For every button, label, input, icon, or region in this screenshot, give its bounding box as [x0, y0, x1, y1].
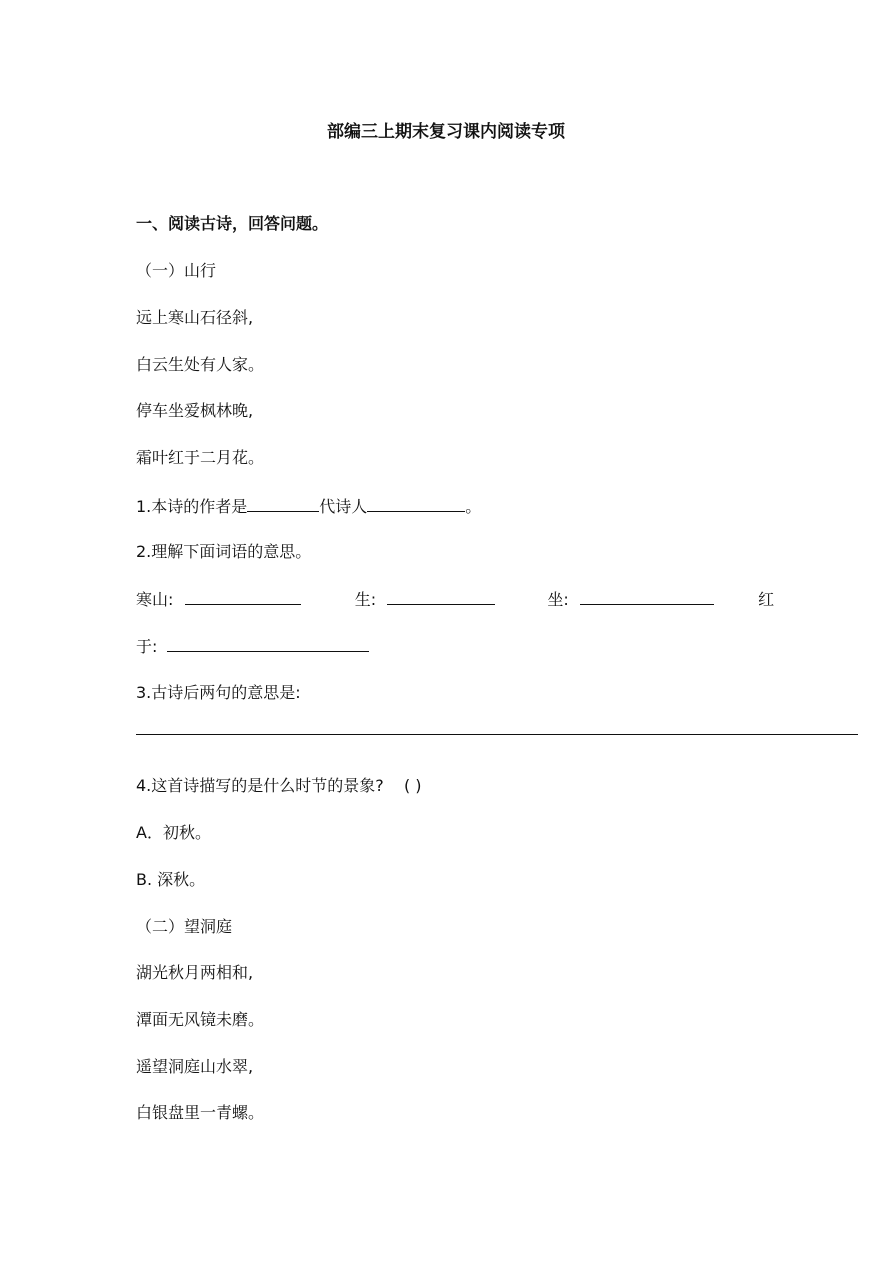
answer-blank-hongyu[interactable] — [167, 636, 369, 652]
answer-parentheses[interactable]: ( ) — [403, 776, 422, 795]
answer-line-q3[interactable] — [136, 734, 858, 735]
poem2-line-3: 遥望洞庭山水翠, — [136, 1057, 254, 1076]
label-sheng: 生: — [354, 590, 377, 609]
option-b: B. 深秋。 — [136, 870, 206, 889]
question-3-prompt: 3.古诗后两句的意思是: — [136, 683, 301, 702]
document-title: 部编三上期末复习课内阅读专项 — [327, 122, 565, 142]
question-1-text-a: 1.本诗的作者是 — [136, 497, 248, 516]
question-2-prompt: 2.理解下面词语的意思。 — [136, 542, 312, 561]
section-heading: 一、阅读古诗，回答问题。 — [136, 214, 329, 233]
poem2-line-2: 潭面无风镜未磨。 — [136, 1010, 265, 1029]
poem1-heading: （一）山行 — [136, 261, 217, 280]
label-yu: 于: — [136, 637, 158, 656]
poem1-line-2: 白云生处有人家。 — [136, 355, 265, 374]
label-hanshan: 寒山: — [136, 590, 174, 609]
question-1-text-c: 。 — [465, 497, 482, 516]
poem1-line-1: 远上寒山石径斜, — [136, 308, 254, 327]
answer-blank-dynasty[interactable] — [247, 496, 319, 512]
option-a: A．初秋。 — [136, 823, 211, 842]
answer-blank-hanshan[interactable] — [185, 589, 301, 605]
poem1-line-4: 霜叶红于二月花。 — [136, 448, 265, 467]
question-4-prompt: 4.这首诗描写的是什么时节的景象? — [136, 776, 384, 795]
question-4 — [136, 776, 422, 796]
poem1-line-3: 停车坐爱枫林晚, — [136, 401, 254, 420]
question-2-row-2 — [136, 636, 369, 657]
answer-blank-zuo[interactable] — [580, 589, 714, 605]
poem2-line-4: 白银盘里一青螺。 — [136, 1103, 265, 1122]
question-1-text-b: 代诗人 — [319, 497, 368, 516]
answer-blank-sheng[interactable] — [387, 589, 495, 605]
label-hong: 红 — [758, 590, 775, 609]
label-zuo: 坐: — [547, 590, 569, 609]
question-1 — [136, 496, 481, 517]
poem2-heading: （二）望洞庭 — [136, 917, 233, 936]
question-2-row-1 — [136, 589, 774, 610]
answer-blank-poet[interactable] — [367, 496, 465, 512]
poem2-line-1: 湖光秋月两相和, — [136, 963, 254, 982]
